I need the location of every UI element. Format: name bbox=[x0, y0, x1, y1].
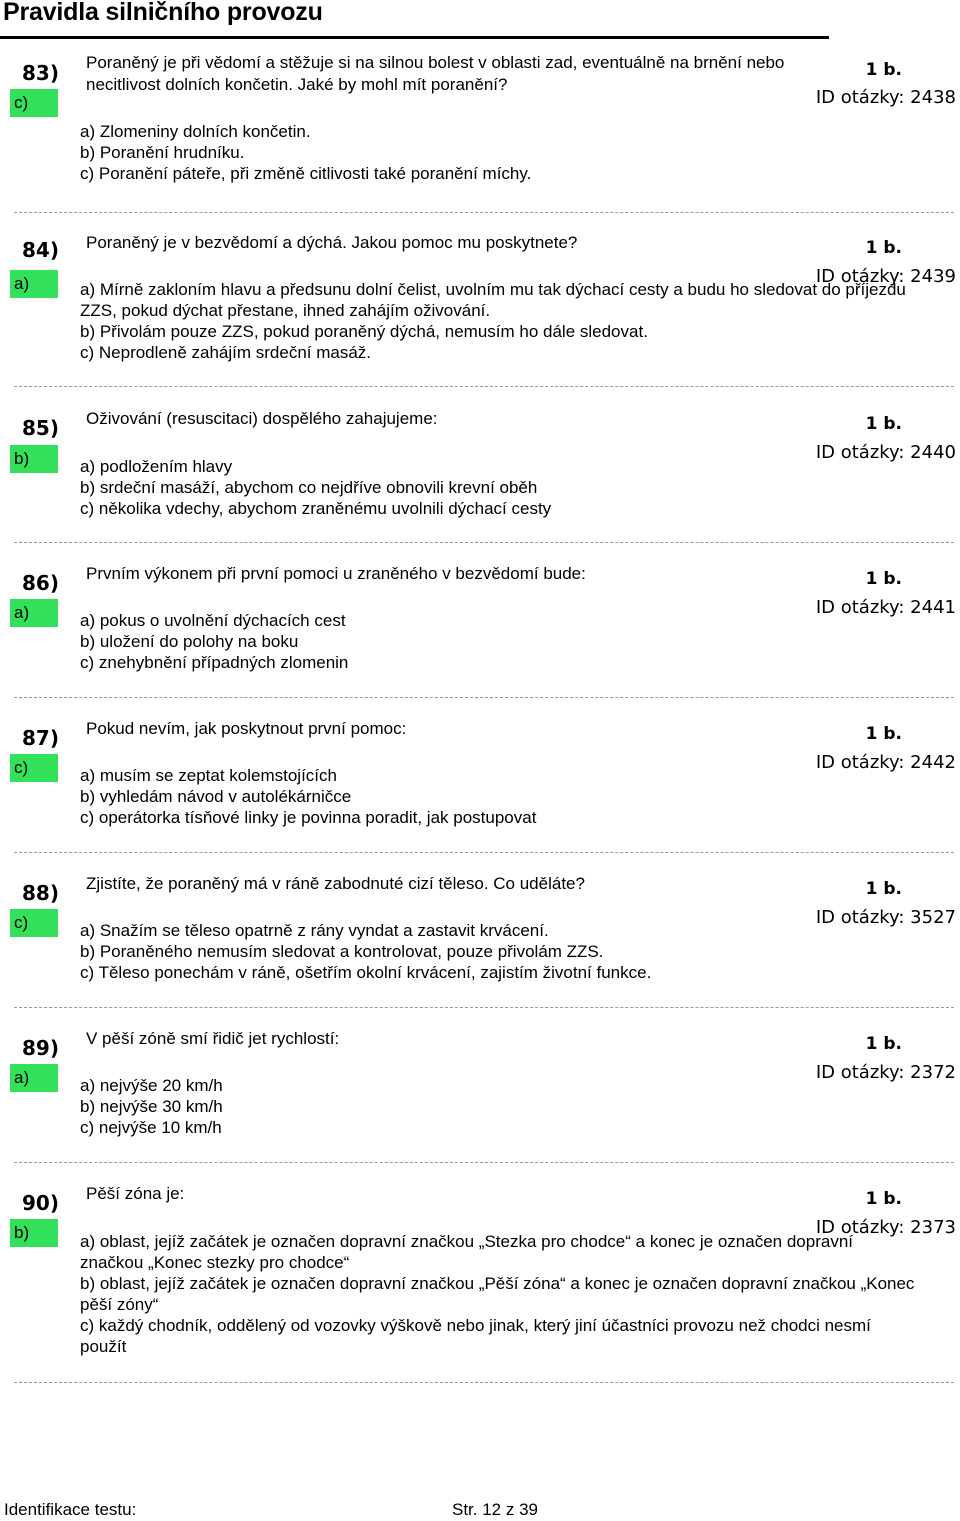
question-points: 1 b. bbox=[865, 1034, 902, 1054]
question-separator bbox=[14, 386, 954, 387]
option-a: a) nejvýše 20 km/h bbox=[80, 1076, 223, 1095]
question-text: Pěší zóna je: bbox=[86, 1184, 185, 1203]
page-number: Str. 12 z 39 bbox=[452, 1500, 538, 1519]
question-id: ID otázky: 2372 bbox=[815, 1062, 956, 1083]
question-points: 1 b. bbox=[865, 414, 902, 434]
option-a: a) oblast, jejíž začátek je označen dopravní značkou „Stezka pro chodce“ a konec je označen dopravní značkou „Konec stezky pro chodce“ bbox=[80, 1232, 854, 1272]
question-text: Poraněný je při vědomí a stěžuje si na silnou bolest v oblasti zad, eventuálně na brnění nebo necitlivost dolních končetin. Jaké by mohl mít poranění? bbox=[86, 53, 785, 94]
option-a: a) Mírně zakloním hlavu a předsunu dolní čelist, uvolním mu tak dýchací cesty a budu ho sledovat do příjezdu ZZS, pokud dýchat přestane, ihned zahájím oživování. bbox=[80, 280, 906, 320]
option-b: b) srdeční masáží, abychom co nejdříve obnovili krevní oběh bbox=[80, 478, 538, 497]
option-b: b) Poraněného nemusím sledovat a kontrolovat, pouze přivolám ZZS. bbox=[80, 942, 604, 961]
correct-answer-badge: c) bbox=[10, 754, 58, 782]
option-c: c) Poranění páteře, při změně citlivosti také poranění míchy. bbox=[80, 164, 532, 183]
question-number: 90) bbox=[22, 1191, 59, 1215]
page-title: Pravidla silničního provozu bbox=[3, 0, 323, 26]
option-a: a) pokus o uvolnění dýchacích cest bbox=[80, 611, 346, 630]
option-b: b) uložení do polohy na boku bbox=[80, 632, 299, 651]
question-number: 89) bbox=[22, 1036, 59, 1060]
question-number: 85) bbox=[22, 416, 59, 440]
option-c: c) nejvýše 10 km/h bbox=[80, 1118, 222, 1137]
option-b: b) Přivolám pouze ZZS, pokud poraněný dýchá, nemusím ho dále sledovat. bbox=[80, 322, 648, 341]
correct-answer-badge: a) bbox=[10, 599, 58, 627]
question-points: 1 b. bbox=[865, 238, 902, 258]
question-separator bbox=[14, 1382, 954, 1383]
question-number: 84) bbox=[22, 238, 59, 262]
answer-options bbox=[80, 1075, 940, 1138]
option-a: a) Snažím se těleso opatrně z rány vyndat a zastavit krvácení. bbox=[80, 921, 549, 940]
question-number: 88) bbox=[22, 881, 59, 905]
option-b: b) vyhledám návod v autolékárničce bbox=[80, 787, 352, 806]
option-b: b) nejvýše 30 km/h bbox=[80, 1097, 223, 1116]
question-id: ID otázky: 2442 bbox=[815, 752, 956, 773]
option-a: a) podložením hlavy bbox=[80, 457, 233, 476]
question-id: ID otázky: 2439 bbox=[815, 266, 956, 287]
correct-answer-badge: c) bbox=[10, 89, 58, 117]
option-b: b) Poranění hrudníku. bbox=[80, 143, 245, 162]
option-c: c) Neprodleně zahájím srdeční masáž. bbox=[80, 343, 372, 362]
option-c: c) každý chodník, oddělený od vozovky výškově nebo jinak, který jiní účastníci provozu než chodci nesmí použít bbox=[80, 1316, 871, 1356]
question-text: Oživování (resuscitaci) dospělého zahajujeme: bbox=[86, 409, 438, 428]
question-number: 87) bbox=[22, 726, 59, 750]
question-separator bbox=[14, 1162, 954, 1163]
question-points: 1 b. bbox=[865, 569, 902, 589]
option-b: b) oblast, jejíž začátek je označen dopravní značkou „Pěší zóna“ a konec je označen dopravní značkou „Konec pěší zóny“ bbox=[80, 1274, 915, 1314]
question-id: ID otázky: 2440 bbox=[815, 442, 956, 463]
answer-options bbox=[80, 456, 940, 519]
question-text: Zjistíte, že poraněný má v ráně zabodnuté cizí těleso. Co uděláte? bbox=[86, 874, 585, 893]
question-separator bbox=[14, 1007, 954, 1008]
question-text: V pěší zóně smí řidič jet rychlostí: bbox=[86, 1029, 340, 1048]
question-text: Pokud nevím, jak poskytnout první pomoc: bbox=[86, 719, 407, 738]
question-text: Poraněný je v bezvědomí a dýchá. Jakou pomoc mu poskytnete? bbox=[86, 233, 578, 252]
option-c: c) znehybnění případných zlomenin bbox=[80, 653, 349, 672]
question-id: ID otázky: 2441 bbox=[815, 597, 956, 618]
question-text: Prvním výkonem při první pomoci u zraněného v bezvědomí bude: bbox=[86, 564, 586, 583]
question-points: 1 b. bbox=[865, 60, 902, 80]
correct-answer-badge: c) bbox=[10, 909, 58, 937]
option-c: c) operátorka tísňové linky je povinna poradit, jak postupovat bbox=[80, 808, 537, 827]
correct-answer-badge: b) bbox=[10, 1219, 58, 1247]
answer-options bbox=[80, 610, 940, 673]
correct-answer-badge: a) bbox=[10, 1064, 58, 1092]
question-number: 83) bbox=[22, 61, 59, 85]
option-c: c) několika vdechy, abychom zraněnému uvolnili dýchací cesty bbox=[80, 499, 552, 518]
question-points: 1 b. bbox=[865, 879, 902, 899]
answer-options bbox=[80, 279, 940, 363]
question-id: ID otázky: 3527 bbox=[815, 907, 956, 928]
question-points: 1 b. bbox=[865, 724, 902, 744]
question-id: ID otázky: 2438 bbox=[815, 87, 956, 108]
header-rule bbox=[0, 36, 829, 39]
test-identification-label: Identifikace testu: bbox=[4, 1500, 137, 1519]
question-points: 1 b. bbox=[865, 1189, 902, 1209]
option-a: a) Zlomeniny dolních končetin. bbox=[80, 122, 311, 141]
question-number: 86) bbox=[22, 571, 59, 595]
question-separator bbox=[14, 542, 954, 543]
answer-options bbox=[80, 121, 940, 184]
question-separator bbox=[14, 697, 954, 698]
question-id: ID otázky: 2373 bbox=[815, 1217, 956, 1238]
answer-options bbox=[80, 920, 940, 983]
answer-options bbox=[80, 765, 940, 828]
option-c: c) Těleso ponechám v ráně, ošetřím okolní krvácení, zajistím životní funkce. bbox=[80, 963, 652, 982]
answer-options bbox=[80, 1231, 920, 1357]
option-a: a) musím se zeptat kolemstojících bbox=[80, 766, 337, 785]
correct-answer-badge: b) bbox=[10, 445, 58, 473]
correct-answer-badge: a) bbox=[10, 270, 58, 298]
question-separator bbox=[14, 212, 954, 213]
question-separator bbox=[14, 852, 954, 853]
